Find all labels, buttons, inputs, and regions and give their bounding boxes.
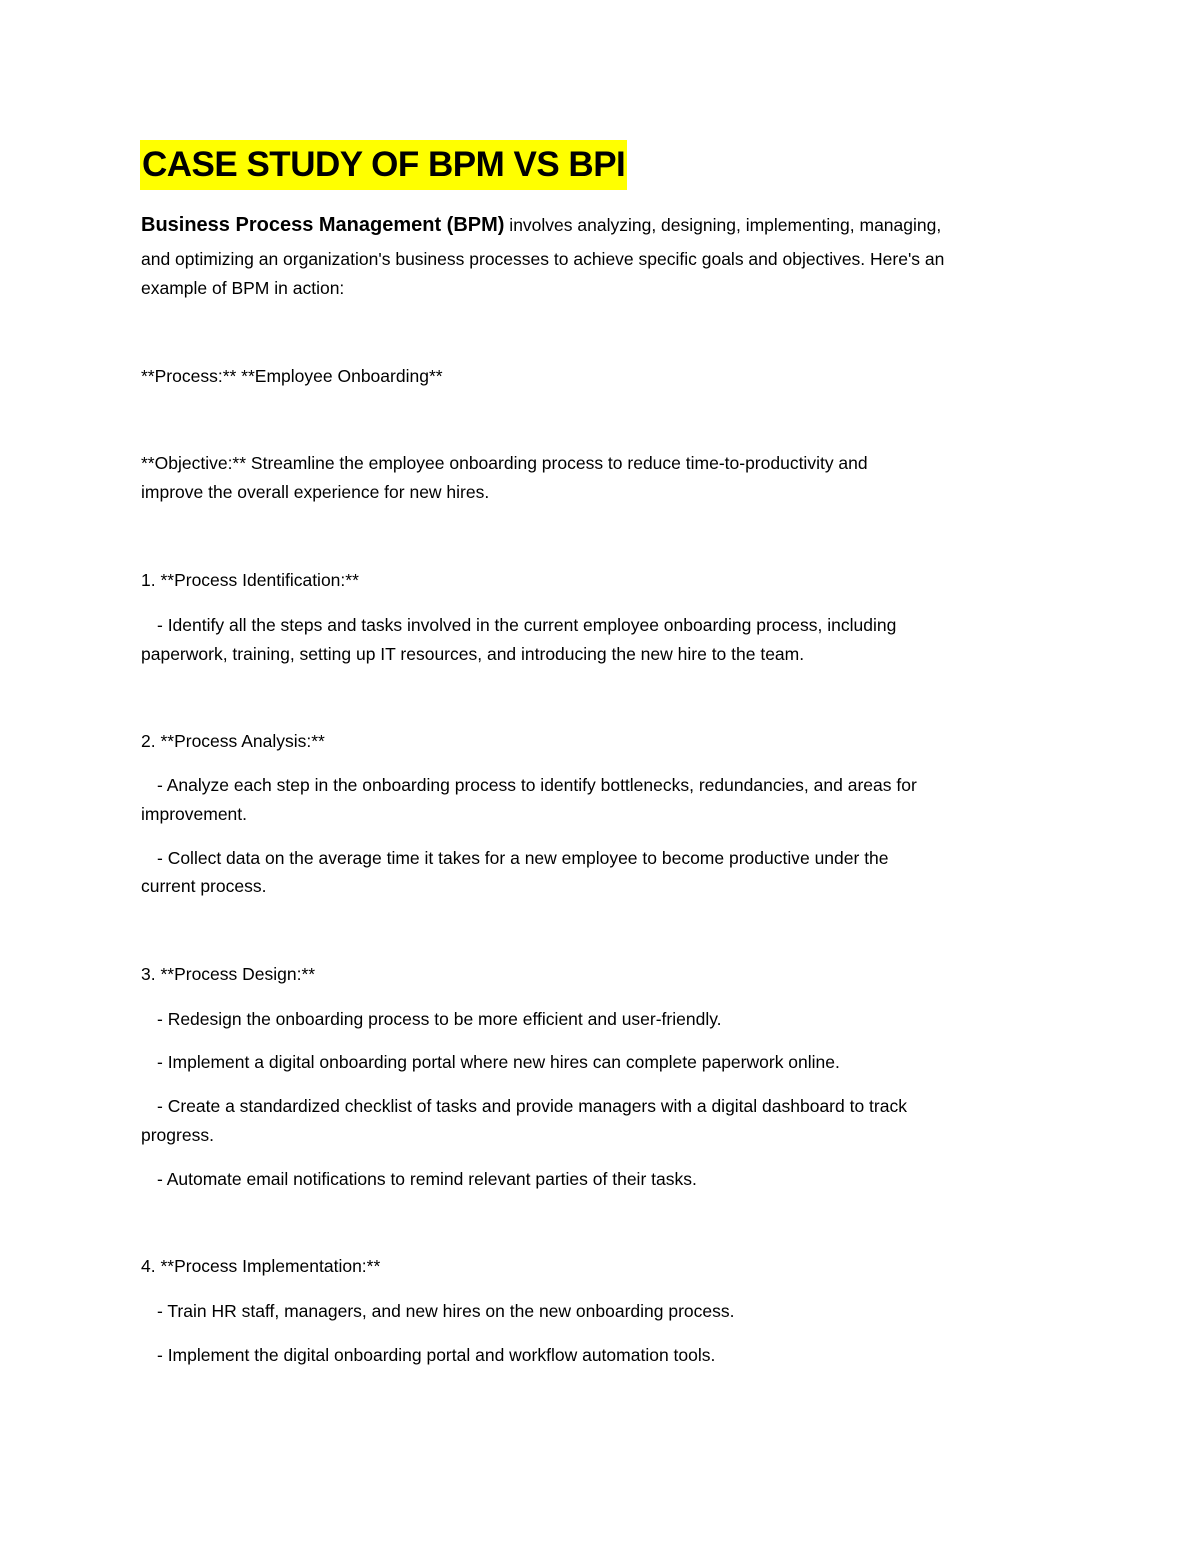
list-item-line: - Identify all the steps and tasks involved in the current employee onboarding process, including (157, 615, 897, 635)
intro-bold-lead: Business Process Management (BPM) (141, 214, 505, 236)
process-line: **Process:** **Employee Onboarding** (141, 366, 443, 386)
section-heading: 2. **Process Analysis:** (141, 731, 325, 751)
intro-line-1 (141, 213, 941, 237)
list-item-line: paperwork, training, setting up IT resources, and introducing the new hire to the team. (141, 644, 805, 664)
intro-line-3: example of BPM in action: (141, 278, 345, 298)
list-item-line: - Automate email notifications to remind relevant parties of their tasks. (157, 1169, 697, 1189)
section-heading: 1. **Process Identification:** (141, 570, 359, 590)
list-item-line: - Create a standardized checklist of tasks and provide managers with a digital dashboard to track (157, 1096, 907, 1116)
objective-line-2: improve the overall experience for new hires. (141, 482, 490, 502)
section-heading: 3. **Process Design:** (141, 964, 316, 984)
list-item-line: - Implement the digital onboarding portal and workflow automation tools. (157, 1345, 716, 1365)
list-item-line: - Analyze each step in the onboarding process to identify bottlenecks, redundancies, and areas for (157, 775, 917, 795)
intro-line-2: and optimizing an organization's business processes to achieve specific goals and objectives. Here's an (141, 249, 945, 269)
list-item-line: - Train HR staff, managers, and new hires on the new onboarding process. (157, 1301, 735, 1321)
list-item-line: progress. (141, 1125, 214, 1145)
list-item-line: improvement. (141, 804, 248, 824)
list-item-line: - Implement a digital onboarding portal where new hires can complete paperwork online. (157, 1052, 840, 1072)
intro-line-1-text: involves analyzing, designing, implementing, managing, (504, 215, 942, 235)
document-title: CASE STUDY OF BPM VS BPI (140, 140, 627, 190)
section-heading: 4. **Process Implementation:** (141, 1256, 381, 1276)
list-item-line: - Collect data on the average time it takes for a new employee to become productive under the (157, 848, 889, 868)
list-item-line: - Redesign the onboarding process to be more efficient and user-friendly. (157, 1009, 722, 1029)
objective-line-1: **Objective:** Streamline the employee onboarding process to reduce time-to-productivity and (141, 453, 868, 473)
list-item-line: current process. (141, 876, 267, 896)
